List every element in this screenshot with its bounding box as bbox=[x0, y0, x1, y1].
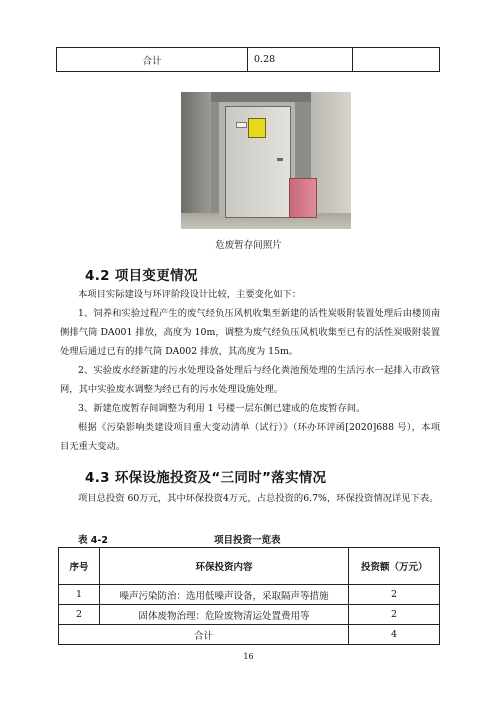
total-label-cell: 合计 bbox=[57, 48, 248, 72]
section-4-2-body bbox=[60, 285, 440, 456]
paragraph: 根据《污染影响类建设项目重大变动清单（试行）》（环办环评函[2020]688 号），本项目无重大变动。 bbox=[60, 422, 440, 452]
section-heading-4-3: 4.3 环保设施投资及“三同时”落实情况 bbox=[85, 470, 327, 486]
summary-table bbox=[56, 47, 440, 72]
paragraph: 3、新建危废暂存间调整为利用 1 号楼一层东侧已建成的危废暂存间。 bbox=[78, 403, 366, 414]
row-seq: 1 bbox=[59, 585, 100, 605]
section-heading-4-2: 4.2 项目变更情况 bbox=[85, 268, 198, 284]
table-row bbox=[59, 605, 440, 625]
table-number: 表 4-2 bbox=[78, 535, 108, 546]
page-number: 16 bbox=[243, 652, 254, 661]
photo-caption: 危废暂存间照片 bbox=[215, 240, 282, 251]
warning-sign-image bbox=[248, 118, 266, 138]
table-row bbox=[59, 585, 440, 605]
row-seq: 2 bbox=[59, 605, 100, 625]
header-content: 环保投资内容 bbox=[100, 548, 349, 585]
waste-bin-image bbox=[289, 178, 317, 218]
paragraph: 2、实验废水经新建的污水处理设备处理后与经化粪池预处理的生活污水一起排入市政管网，其中实验废水调整为经已有的污水处理设施处理。 bbox=[60, 365, 440, 395]
section-4-3-body bbox=[60, 489, 440, 508]
header-seq: 序号 bbox=[59, 548, 100, 585]
row-amount: 2 bbox=[349, 585, 440, 605]
table-total-row bbox=[59, 625, 440, 645]
paragraph: 项目总投资 60万元，其中环保投资4万元，占总投资的6.7%，环保投资情况详见下表。 bbox=[78, 493, 439, 504]
table-title: 项目投资一览表 bbox=[214, 535, 281, 546]
row-content: 噪声污染防治：选用低噪声设备，采取隔声等措施 bbox=[100, 585, 349, 605]
table-row bbox=[57, 48, 440, 72]
row-content: 固体废物治理：危险废物清运处置费用等 bbox=[100, 605, 349, 625]
total-amount: 4 bbox=[349, 625, 440, 645]
header-amount: 投资额（万元） bbox=[349, 548, 440, 585]
paragraph: 1、饲养和实验过程产生的废气经负压风机收集至新建的活性炭吸附装置处理后由楼顶南侧排气筒 DA001 排放，高度为 10m，调整为废气经负压风机收集至已有的活性炭吸附装置处理后通过已有的排气筒 DA002 排放，其高度为 15m。 bbox=[60, 308, 440, 357]
total-value-cell: 0.28 bbox=[248, 48, 353, 72]
empty-cell bbox=[353, 48, 440, 72]
total-label: 合计 bbox=[59, 625, 349, 645]
paragraph: 本项目实际建设与环评阶段设计比较，主要变化如下： bbox=[78, 289, 302, 300]
table-header-row bbox=[59, 548, 440, 585]
row-amount: 2 bbox=[349, 605, 440, 625]
investment-table bbox=[58, 547, 440, 645]
hazardous-waste-storage-photo bbox=[181, 92, 351, 229]
